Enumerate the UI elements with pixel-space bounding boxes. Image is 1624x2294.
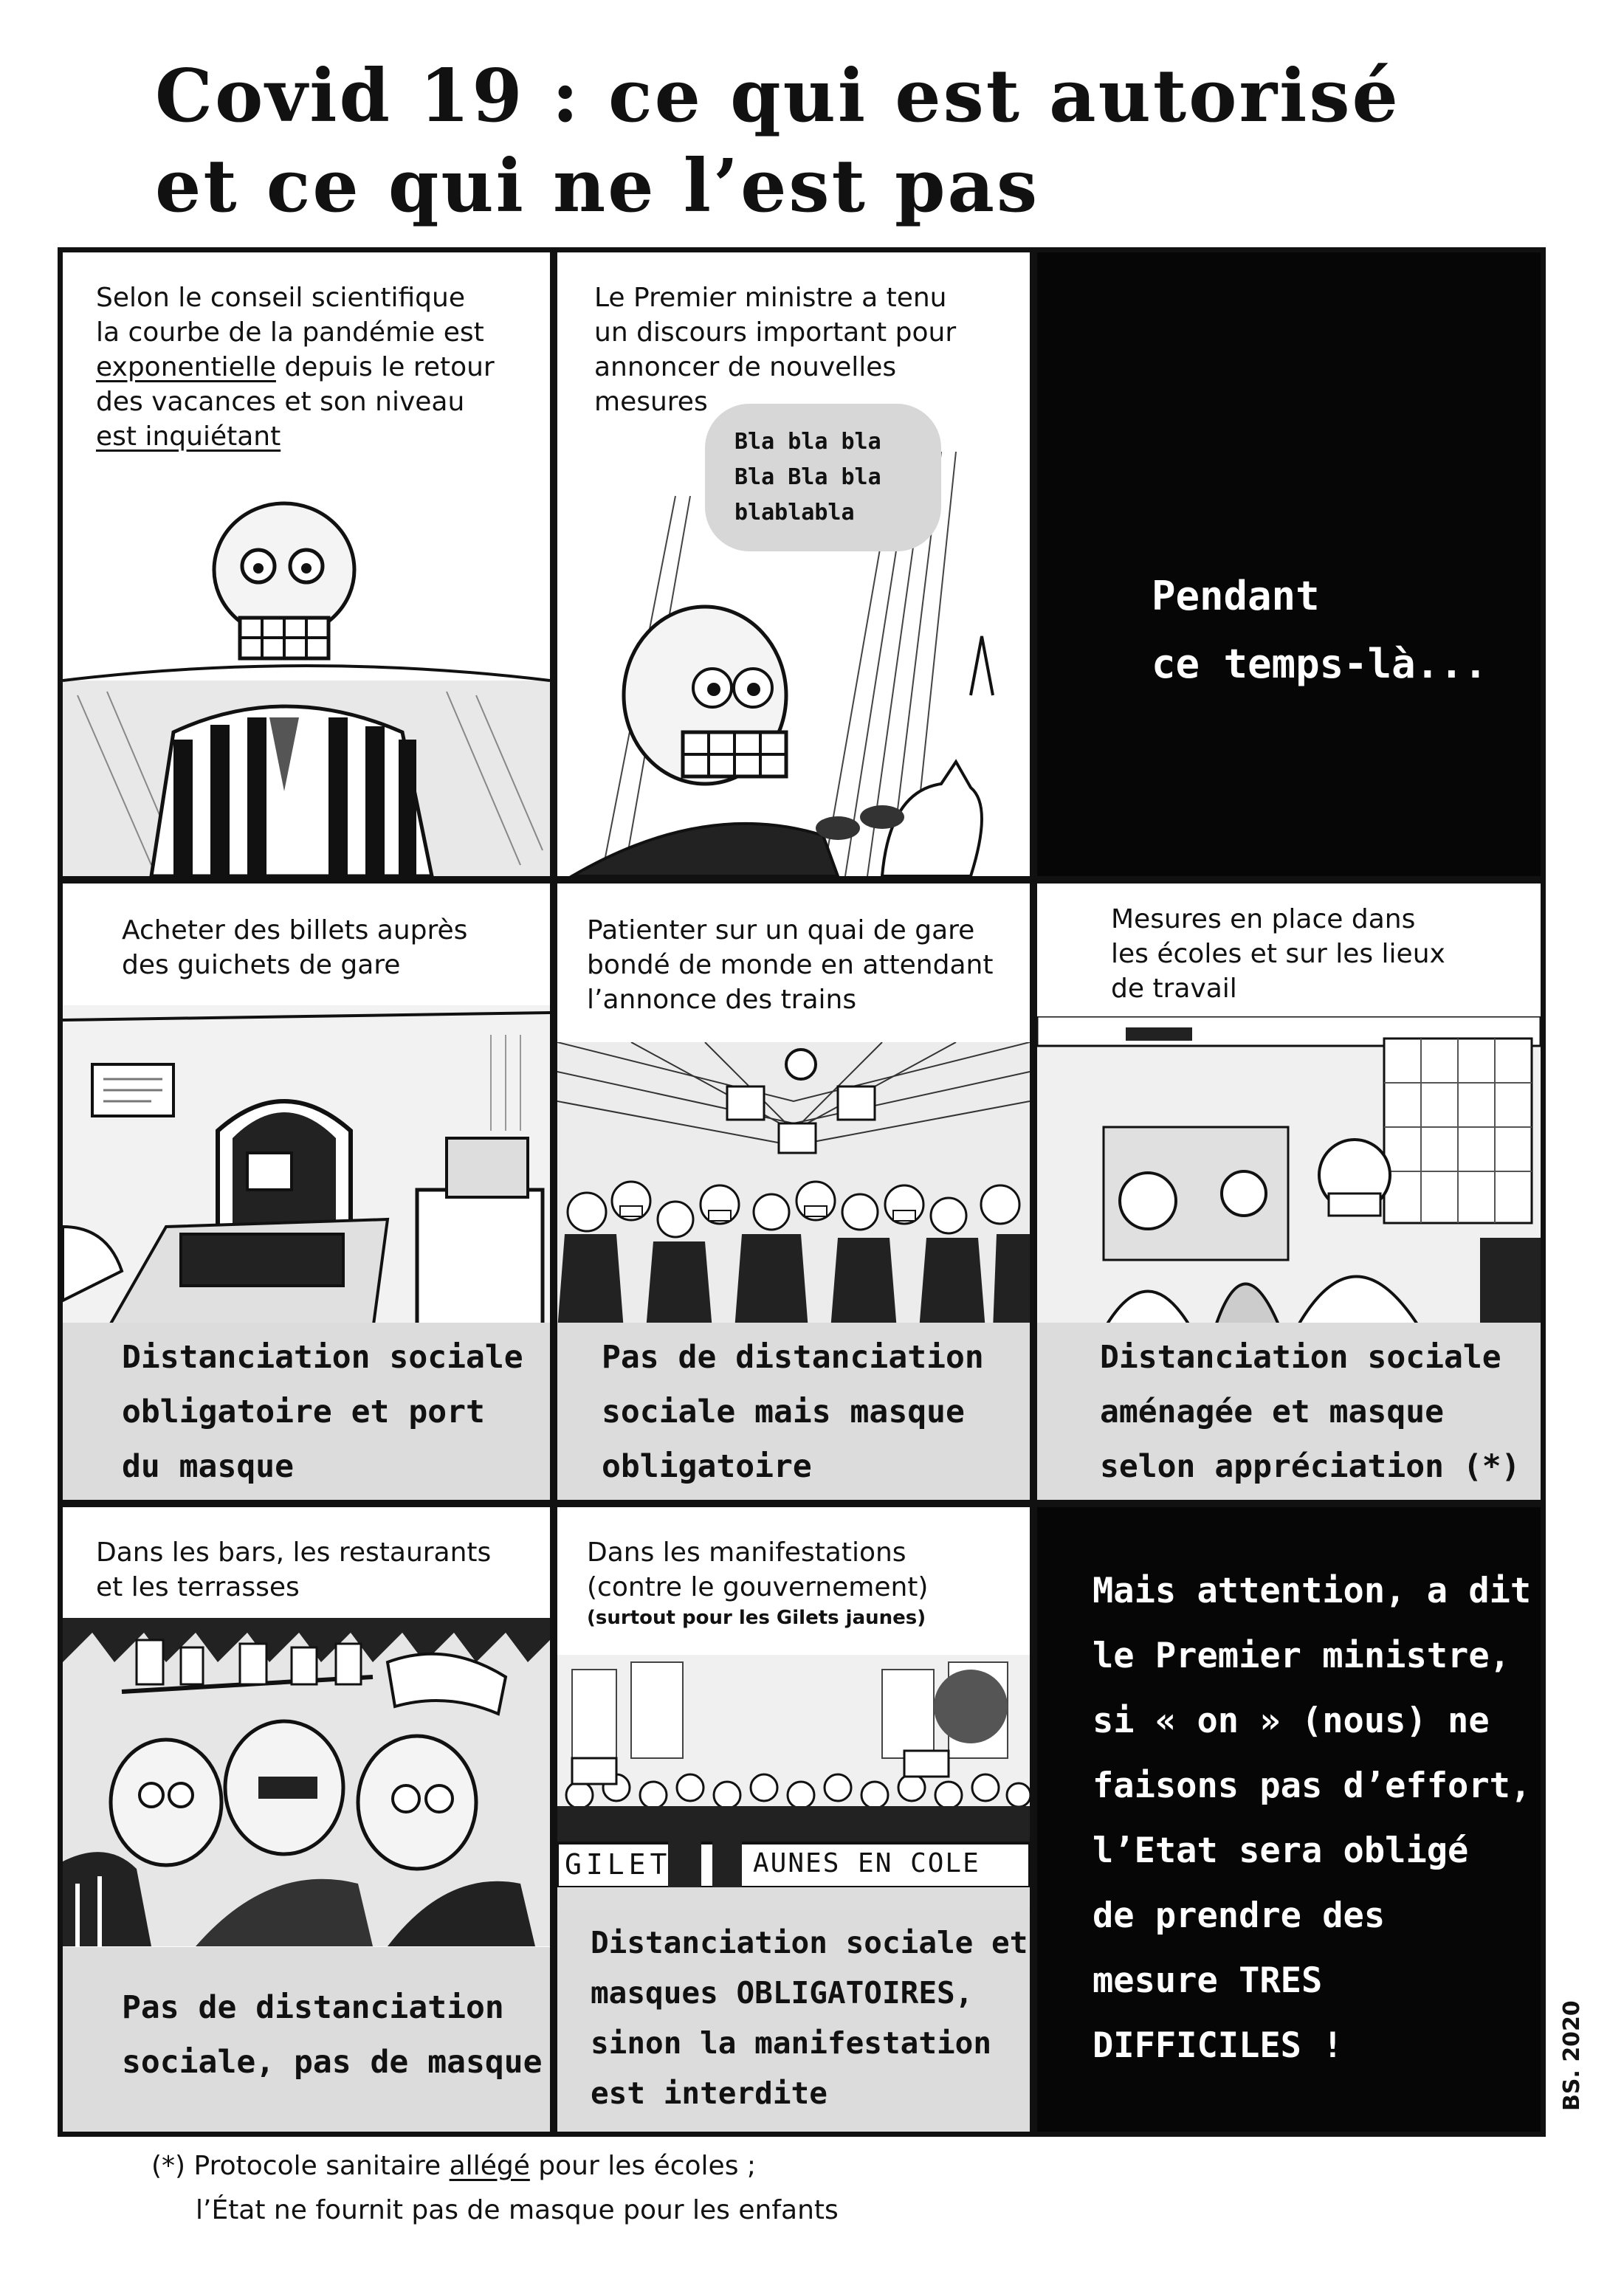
panel-8-illustration [557, 1655, 1030, 1917]
protest-banner-left: GILET [565, 1848, 672, 1881]
verdict-line: Distanciation sociale et [591, 1925, 1028, 1960]
caption-line: la courbe de la pandémie est [96, 317, 484, 348]
panel-2-caption [594, 280, 1022, 419]
caption-line: l’annonce des trains [587, 985, 857, 1015]
caption-line [96, 350, 539, 385]
underlined-text: est inquiétant [96, 421, 281, 452]
caption-line: bondé de monde en attendant [587, 950, 994, 980]
panel-4-illustration [63, 1005, 550, 1330]
caption-line: des vacances et son niveau [96, 387, 465, 417]
meanwhile-text [1152, 562, 1487, 698]
skeleton-scientist-illustration [63, 496, 550, 876]
panel-warning [1037, 1507, 1541, 2132]
bubble-line: Bla Bla bla [734, 464, 881, 490]
panel-demonstrations [557, 1507, 1030, 2132]
panel-schools-workplaces [1037, 884, 1541, 1500]
verdict-line: obligatoire et port [122, 1394, 485, 1430]
verdict-line: sociale, pas de masque [122, 2044, 543, 2081]
warning-line: faisons pas d’effort, [1093, 1766, 1532, 1806]
protest-banner-right: AUNES EN COLE [753, 1848, 980, 1878]
panel-4-caption [122, 913, 535, 982]
meanwhile-line: Pendant [1152, 573, 1320, 619]
warning-line: le Premier ministre, [1093, 1636, 1510, 1676]
warning-line: si « on » (nous) ne [1093, 1701, 1490, 1741]
verdict-line: Distanciation sociale [1100, 1339, 1501, 1376]
panel-ticket-counter [63, 884, 550, 1500]
artist-signature: BS. 2020 [1559, 2000, 1585, 2111]
caption-line: mesures [594, 387, 708, 417]
panel-meanwhile [1037, 252, 1541, 876]
title-line-2: et ce qui ne l’est pas [155, 144, 1040, 229]
panel-5-caption [587, 913, 1022, 1017]
panel-6-illustration [1037, 1016, 1541, 1330]
caption-line: des guichets de gare [122, 950, 401, 980]
footnote [151, 2144, 839, 2233]
bar-terrace-illustration [63, 1618, 550, 1946]
warning-line: Mais attention, a dit [1093, 1571, 1532, 1611]
footnote-text: (*) Protocole sanitaire [151, 2151, 450, 2181]
panel-prime-minister [557, 252, 1030, 876]
caption-line: Dans les bars, les restaurants [96, 1537, 492, 1568]
caption-text: depuis le retour [275, 352, 495, 382]
verdict-line: est interdite [591, 2076, 828, 2111]
caption-line [96, 419, 539, 454]
verdict-line: sinon la manifestation [591, 2025, 992, 2061]
panel-bars-restaurants [63, 1507, 550, 2132]
caption-line: Le Premier ministre a tenu [594, 283, 947, 313]
meanwhile-line: ce temps-là... [1152, 641, 1488, 687]
bubble-line: blablabla [734, 500, 855, 526]
verdict-line: sociale mais masque [602, 1394, 965, 1430]
underlined-text: allégé [449, 2151, 530, 2181]
panel-6-verdict [1037, 1323, 1541, 1500]
panel-7-caption [96, 1535, 539, 1605]
speech-bubble [705, 404, 941, 551]
caption-line: les écoles et sur les lieux [1111, 939, 1445, 969]
panel-8-verdict [557, 1910, 1030, 2132]
caption-line: de travail [1111, 974, 1237, 1004]
verdict-line: Distanciation sociale [122, 1339, 523, 1376]
panel-5-illustration [557, 1042, 1030, 1330]
verdict-line: selon appréciation (*) [1100, 1448, 1521, 1485]
panel-4-verdict [63, 1323, 550, 1500]
panel-1-illustration [63, 496, 550, 876]
panel-7-illustration [63, 1618, 550, 1946]
caption-line: (contre le gouvernement) [587, 1572, 929, 1602]
bubble-line: Bla bla bla [734, 429, 881, 455]
warning-line: DIFFICILES ! [1093, 2025, 1343, 2066]
caption-line: et les terrasses [96, 1572, 300, 1602]
panel-7-verdict [63, 1947, 550, 2132]
verdict-line: du masque [122, 1448, 294, 1485]
crowded-platform-illustration [557, 1042, 1030, 1330]
verdict-line: aménagée et masque [1100, 1394, 1444, 1430]
caption-line: Dans les manifestations [587, 1537, 906, 1568]
caption-line: un discours important pour [594, 317, 957, 348]
ticket-counter-illustration [63, 1005, 550, 1330]
warning-line: de prendre des [1093, 1895, 1386, 1936]
caption-line: Acheter des billets auprès [122, 915, 468, 946]
caption-line: annoncer de nouvelles [594, 352, 897, 382]
caption-line: Mesures en place dans [1111, 904, 1416, 934]
panel-6-caption [1111, 902, 1532, 1006]
footnote-line-2: l’État ne fournit pas de masque pour les enfants [196, 2195, 839, 2225]
panel-5-verdict [557, 1323, 1030, 1500]
workplace-illustration [1037, 1016, 1541, 1330]
caption-line: (surtout pour les Gilets jaunes) [587, 1607, 926, 1629]
verdict-line: Pas de distanciation [122, 1989, 504, 2026]
warning-line: l’Etat sera obligé [1093, 1830, 1469, 1871]
underlined-text: exponentielle [96, 352, 276, 382]
comic-grid [58, 247, 1546, 2137]
warning-text [1093, 1559, 1535, 2078]
panel-scientific-council [63, 252, 550, 876]
panel-train-platform [557, 884, 1030, 1500]
verdict-line: obligatoire [602, 1448, 812, 1485]
page-title [155, 52, 1410, 232]
panel-8-caption [587, 1535, 1022, 1631]
caption-line: Selon le conseil scientifique [96, 283, 465, 313]
footnote-line-1 [151, 2144, 839, 2188]
panel-1-caption [96, 280, 539, 454]
warning-line: mesure TRES [1093, 1960, 1323, 2001]
caption-line: Patienter sur un quai de gare [587, 915, 975, 946]
title-line-1: Covid 19 : ce qui est autorisé [155, 54, 1400, 139]
footnote-text: pour les écoles ; [529, 2151, 757, 2181]
verdict-line: masques OBLIGATOIRES, [591, 1975, 974, 2011]
verdict-line: Pas de distanciation [602, 1339, 984, 1376]
